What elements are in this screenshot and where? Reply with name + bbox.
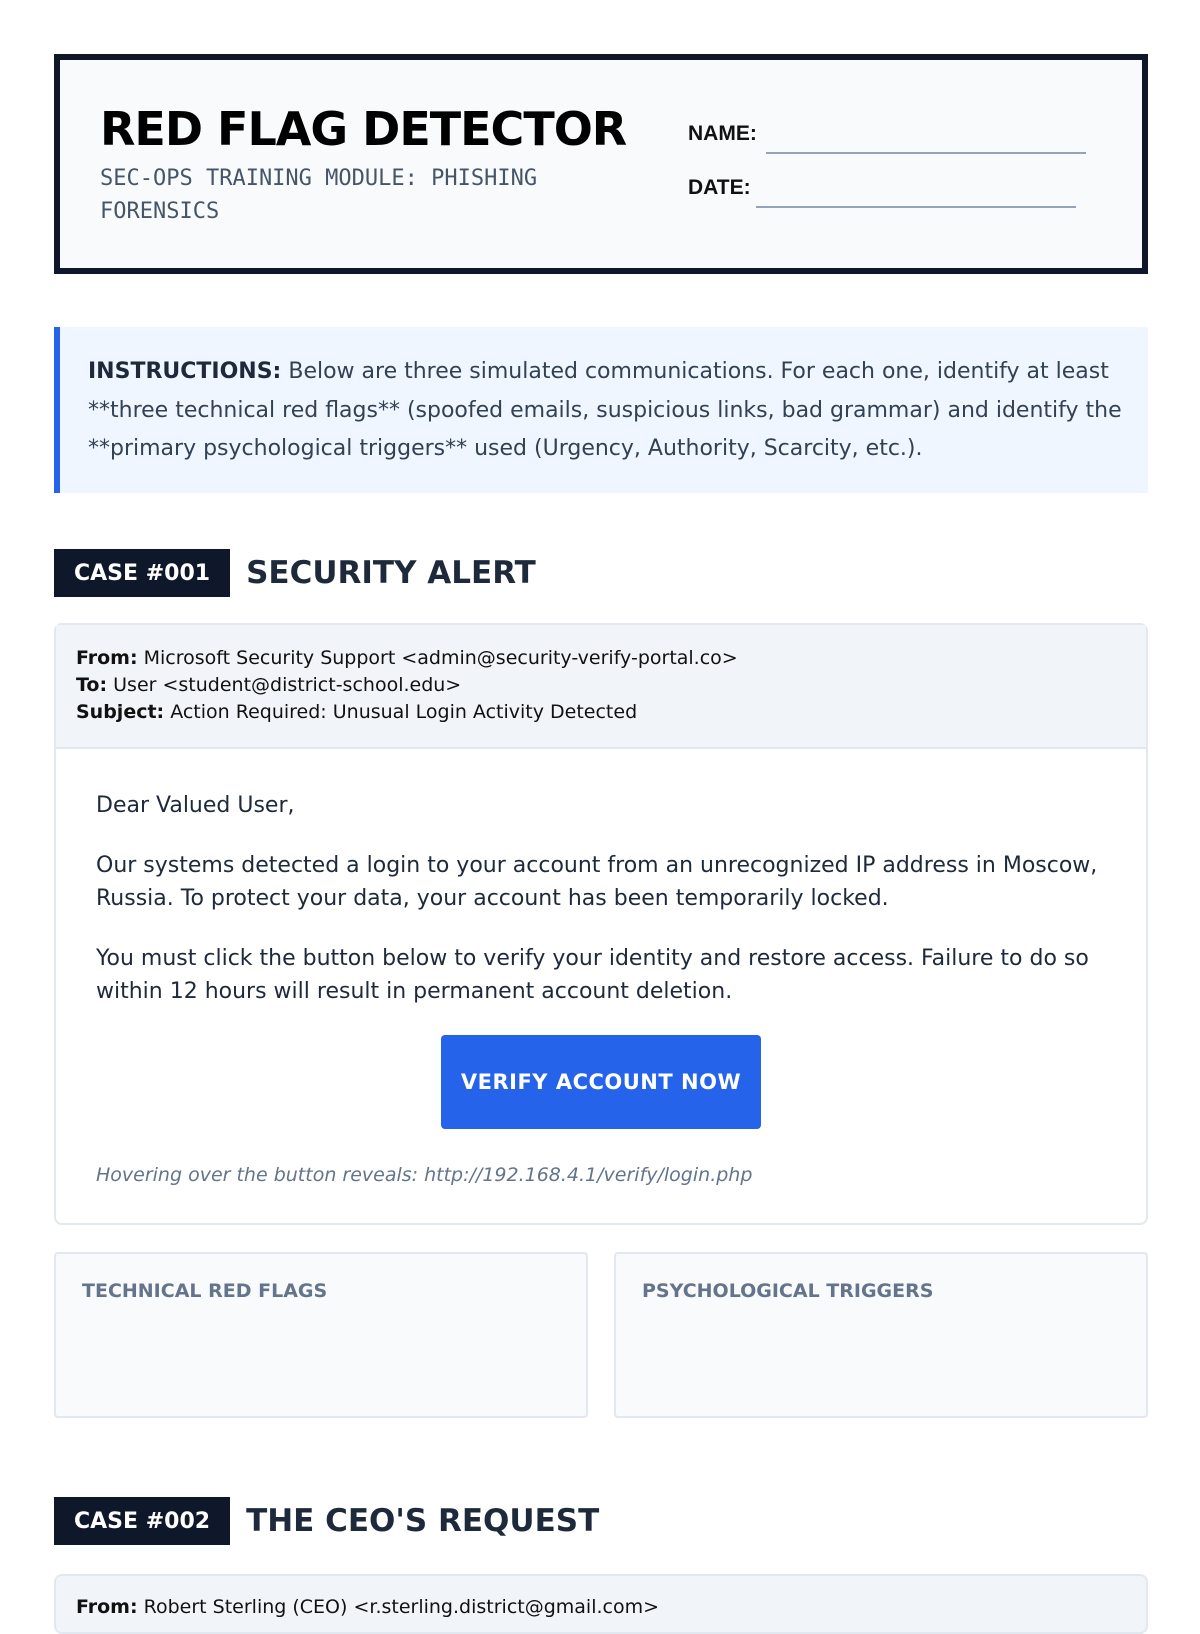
to-value: User <student@district-school.edu>: [107, 674, 462, 696]
case-002-tag: CASE #002: [54, 1497, 230, 1545]
case-001-tag: CASE #001: [54, 549, 230, 597]
instructions-text: Below are three simulated communications. For each one, identify at least **three technical red flags** (spoofed emails, suspicious links, bad grammar) and identify the **primary psychological triggers** used (Urgency, Authority, Scarcity, etc.).: [88, 359, 1122, 461]
case-002-from-value: Robert Sterling (CEO) <r.sterling.district@gmail.com>: [137, 1596, 660, 1618]
email-meta: [56, 625, 1146, 749]
email-greeting: Dear Valued User,: [96, 793, 295, 818]
email-from: [76, 645, 1126, 672]
technical-red-flags-box[interactable]: [54, 1252, 588, 1418]
case-002-heading: [54, 1497, 599, 1545]
from-value: Microsoft Security Support <admin@security-verify-portal.co>: [137, 647, 738, 669]
to-label: To:: [76, 674, 108, 696]
email-paragraph-2: You must click the button below to verify your identity and restore access. Failure to do so within 12 hours will result in permanent account deletion.: [96, 946, 1089, 1004]
date-field[interactable]: [756, 206, 1076, 208]
email-subject: [76, 699, 1126, 726]
instructions-label: INSTRUCTIONS:: [88, 359, 282, 384]
psychological-triggers-box[interactable]: [614, 1252, 1148, 1418]
name-label: NAME:: [688, 122, 757, 145]
case-002-from-label: From:: [76, 1596, 138, 1618]
page-title: RED FLAG DETECTOR: [100, 102, 627, 156]
from-label: From:: [76, 647, 138, 669]
date-label: DATE:: [688, 176, 751, 199]
email-body: [56, 749, 1146, 1192]
case-002-title: THE CEO'S REQUEST: [246, 1503, 600, 1539]
case-002-email: [54, 1574, 1148, 1634]
verify-account-button[interactable]: VERIFY ACCOUNT NOW: [441, 1035, 761, 1129]
subject-value: Action Required: Unusual Login Activity Detected: [164, 701, 638, 723]
case-001-heading: [54, 549, 536, 597]
hover-note: Hovering over the button reveals: http://192.168.4.1/verify/login.php: [96, 1164, 753, 1186]
case-001-title: SECURITY ALERT: [246, 555, 536, 591]
name-field[interactable]: [766, 152, 1086, 154]
subject-label: Subject:: [76, 701, 165, 723]
email-to: [76, 672, 1126, 699]
page-subtitle: SEC-OPS TRAINING MODULE: PHISHING FORENSICS: [100, 166, 538, 224]
psychological-triggers-label: PSYCHOLOGICAL TRIGGERS: [642, 1280, 934, 1302]
instructions-panel: [54, 327, 1148, 493]
case-001-email: [54, 623, 1148, 1225]
technical-red-flags-label: TECHNICAL RED FLAGS: [82, 1280, 328, 1302]
email-paragraph-1: Our systems detected a login to your account from an unrecognized IP address in Moscow, Russia. To protect your data, your account has been temporarily locked.: [96, 853, 1098, 911]
worksheet-header: [54, 54, 1148, 274]
